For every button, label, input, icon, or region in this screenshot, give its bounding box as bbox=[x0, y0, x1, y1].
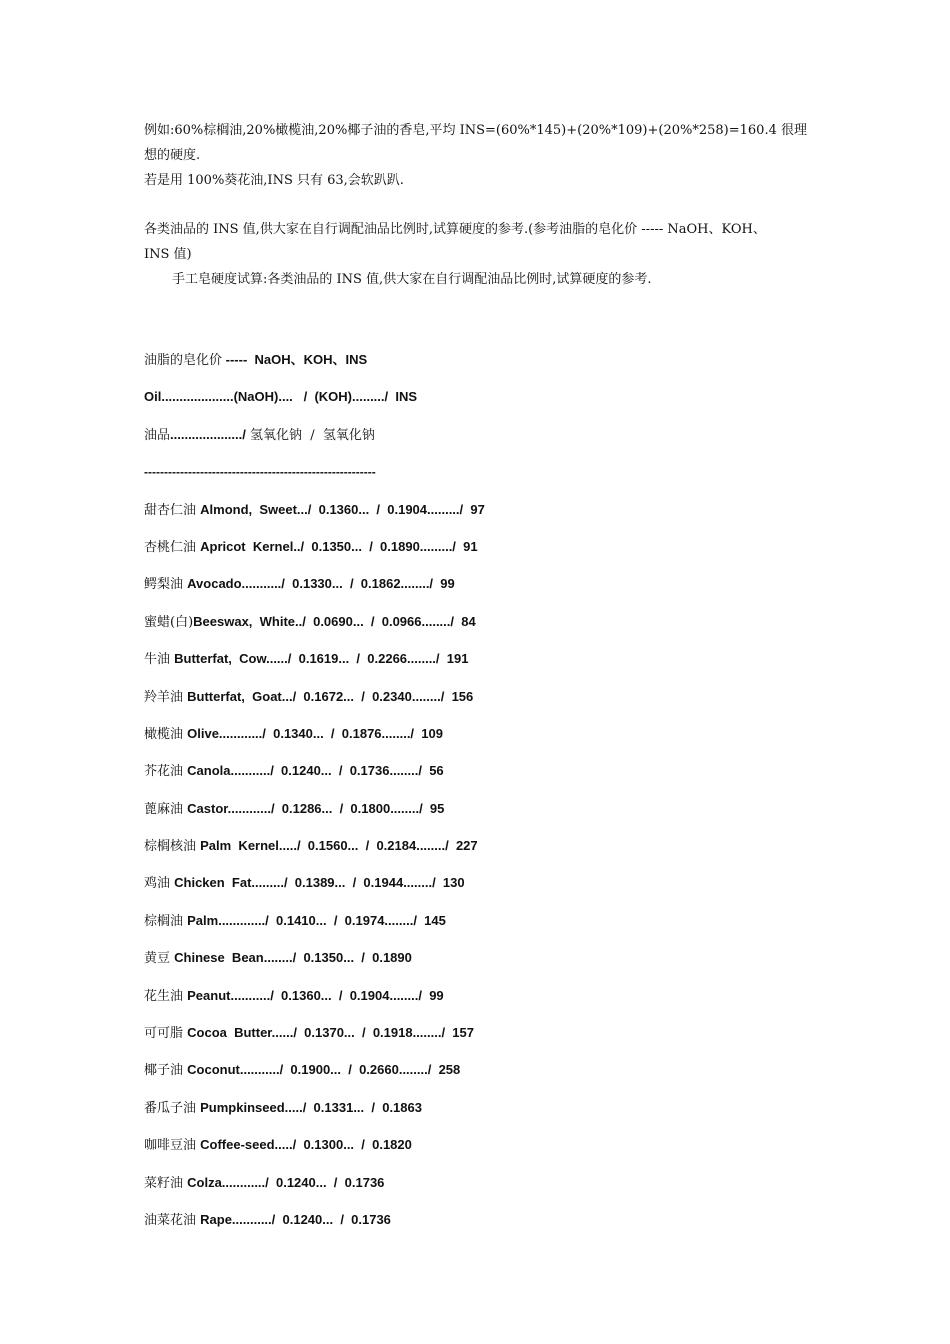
oil-name-cn: 芥花油 bbox=[144, 764, 188, 780]
table-row bbox=[144, 572, 814, 609]
oil-name-cn: 花生油 bbox=[144, 988, 188, 1004]
column-header-cn-dots: ..................../ bbox=[170, 426, 246, 442]
oil-name-cn: 番瓜子油 bbox=[144, 1100, 201, 1116]
oil-name-cn: 黄豆 bbox=[144, 951, 175, 967]
oil-values: Canola.........../ 0.1240... / 0.1736......../ 56 bbox=[187, 763, 444, 779]
table-row bbox=[144, 1171, 814, 1208]
table-row bbox=[144, 797, 814, 834]
table-row bbox=[144, 647, 814, 684]
intro-p1-line1: 例如:60%棕榈油,20%橄榄油,20%椰子油的香皂,平均 INS=(60%*145)+(20%*109)+(20%*258)=160.4 很理 bbox=[144, 123, 807, 138]
table-row bbox=[144, 685, 814, 722]
table-row bbox=[144, 946, 814, 983]
table-title-cn: 油脂的皂化价 bbox=[144, 353, 223, 368]
table-row bbox=[144, 1021, 814, 1058]
table-row bbox=[144, 871, 814, 908]
oil-name-cn: 棕榈油 bbox=[144, 913, 188, 929]
oil-values: Chicken Fat........./ 0.1389... / 0.1944......../ 130 bbox=[174, 875, 465, 891]
oil-name-cn: 咖啡豆油 bbox=[144, 1138, 201, 1154]
oil-name-cn: 椰子油 bbox=[144, 1063, 188, 1079]
table-row bbox=[144, 1133, 814, 1170]
table-title-en: ----- NaOH、KOH、INS bbox=[222, 352, 368, 367]
table-row bbox=[144, 535, 814, 572]
intro-paragraph-2: 若是用 100%葵花油,INS 只有 63,会软趴趴. bbox=[144, 173, 404, 188]
intro-paragraph-1 bbox=[144, 118, 814, 168]
table-row bbox=[144, 984, 814, 1021]
oil-values: Pumpkinseed...../ 0.1331... / 0.1863 bbox=[200, 1099, 422, 1115]
oil-name-cn: 羚羊油 bbox=[144, 689, 188, 705]
oil-name-cn: 鸡油 bbox=[144, 876, 175, 892]
table-row bbox=[144, 909, 814, 946]
oil-values: Beeswax, White../ 0.0690... / 0.0966......../ 84 bbox=[193, 613, 476, 629]
oil-values: Butterfat, Goat.../ 0.1672... / 0.2340......../ 156 bbox=[187, 688, 474, 704]
table-row bbox=[144, 610, 814, 647]
intro-p3-line2: INS 值) bbox=[144, 247, 192, 262]
oil-values: Peanut.........../ 0.1360... / 0.1904......../ 99 bbox=[187, 987, 444, 1003]
oil-values: Castor............/ 0.1286... / 0.1800......../ 95 bbox=[187, 800, 445, 816]
oil-name-cn: 牛油 bbox=[144, 652, 175, 668]
saponification-table bbox=[144, 348, 814, 1245]
column-header-en: Oil....................(NaOH).... / (KOH)........./ INS bbox=[144, 389, 418, 405]
oil-name-cn: 鳄梨油 bbox=[144, 577, 188, 593]
oil-values: Coconut.........../ 0.1900... / 0.2660......../ 258 bbox=[187, 1062, 461, 1078]
oil-name-cn: 菜籽油 bbox=[144, 1175, 188, 1191]
table-row bbox=[144, 498, 814, 535]
oil-name-cn: 杏桃仁油 bbox=[144, 539, 201, 555]
intro-p1-line2: 想的硬度. bbox=[144, 148, 201, 163]
intro-paragraph-4: 手工皂硬度试算:各类油品的 INS 值,供大家在自行调配油品比例时,试算硬度的参考. bbox=[172, 272, 652, 287]
table-row bbox=[144, 834, 814, 871]
oil-values: Palm Kernel...../ 0.1560... / 0.2184......../ 227 bbox=[200, 838, 478, 854]
table-row bbox=[144, 1058, 814, 1095]
oil-name-cn: 可可脂 bbox=[144, 1026, 188, 1042]
oil-values: Palm............./ 0.1410... / 0.1974......../ 145 bbox=[187, 912, 446, 928]
oil-name-cn: 蓖麻油 bbox=[144, 801, 188, 817]
oil-name-cn: 棕榈核油 bbox=[144, 839, 201, 855]
oil-name-cn: 油菜花油 bbox=[144, 1212, 201, 1228]
oil-values: Cocoa Butter....../ 0.1370... / 0.1918......../ 157 bbox=[187, 1025, 474, 1041]
oil-name-cn: 橄榄油 bbox=[144, 726, 188, 742]
oil-name-cn: 蜜蜡(白) bbox=[144, 614, 194, 630]
oil-values: Avocado.........../ 0.1330... / 0.1862......../ 99 bbox=[187, 576, 455, 592]
spacer bbox=[144, 193, 814, 217]
oil-values: Coffee-seed...../ 0.1300... / 0.1820 bbox=[200, 1137, 412, 1153]
column-header-cn bbox=[144, 423, 814, 460]
table-row bbox=[144, 722, 814, 759]
table-row bbox=[144, 1208, 814, 1245]
oil-values: Almond, Sweet.../ 0.1360... / 0.1904........./ 97 bbox=[200, 501, 485, 517]
intro-p3-line1: 各类油品的 INS 值,供大家在自行调配油品比例时,试算硬度的参考.(参考油脂的皂化价 ----- NaOH、KOH、 bbox=[144, 222, 766, 237]
oil-values: Apricot Kernel../ 0.1350... / 0.1890........./ 91 bbox=[200, 538, 478, 554]
oil-values: Olive............/ 0.1340... / 0.1876......../ 109 bbox=[187, 725, 443, 741]
oil-name-cn: 甜杏仁油 bbox=[144, 502, 201, 518]
oil-values: Butterfat, Cow....../ 0.1619... / 0.2266......../ 191 bbox=[174, 651, 469, 667]
oil-values: Colza............/ 0.1240... / 0.1736 bbox=[187, 1174, 385, 1190]
oil-values: Rape.........../ 0.1240... / 0.1736 bbox=[200, 1211, 391, 1227]
column-header-cn-units: 氢氧化钠 / 氢氧化钠 bbox=[245, 427, 375, 443]
table-row bbox=[144, 1096, 814, 1133]
oil-values: Chinese Bean......../ 0.1350... / 0.1890 bbox=[174, 950, 412, 966]
intro-paragraph-3 bbox=[144, 217, 814, 267]
intro-section bbox=[144, 118, 814, 292]
table-title bbox=[144, 348, 814, 385]
column-header-cn-label: 油品 bbox=[144, 427, 171, 443]
table-row bbox=[144, 759, 814, 796]
table-divider: ---------------------------------------------------------- bbox=[144, 465, 376, 480]
